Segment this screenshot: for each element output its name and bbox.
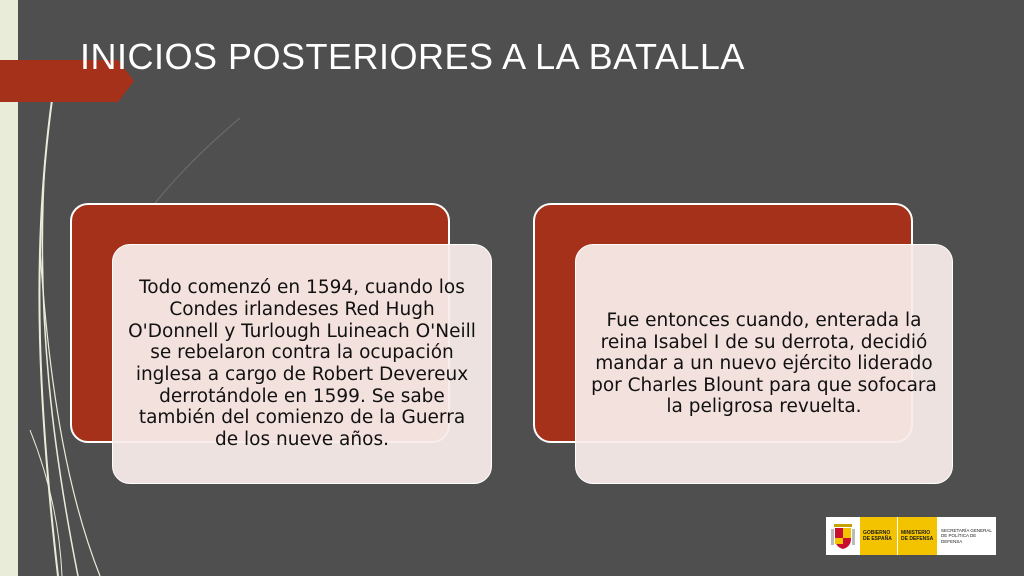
card-1-front	[112, 244, 492, 484]
card-2-text: Fue entonces cuando, enterada la reina Isabel I de su derrota, decidió mandar a un nuevo ejército liderado por Charles Blount para que sofocara la peligrosa revuelta.	[591, 309, 937, 418]
government-logo	[826, 517, 996, 555]
coat-of-arms-icon	[826, 517, 860, 555]
logo-secretaria-text: SECRETARÍA GENERAL DE POLÍTICA DE DEFENSA	[937, 517, 996, 555]
slide-title: INICIOS POSTERIORES A LA BATALLA	[80, 36, 745, 77]
logo-ministerio-text: MINISTERIO DE DEFENSA	[897, 517, 937, 555]
card-1-text: Todo comenzó en 1594, cuando los Condes irlandeses Red Hugh O'Donnell y Turlough Luineach O'Neill se rebelaron contra la ocupación inglesa a cargo de Robert Devereux derrotándole en 1599. Se sabe también del comienzo de la Guerra de los nueve años.	[128, 277, 476, 450]
logo-gobierno-text: GOBIERNO DE ESPAÑA	[860, 517, 897, 555]
card-2-front	[575, 244, 953, 484]
